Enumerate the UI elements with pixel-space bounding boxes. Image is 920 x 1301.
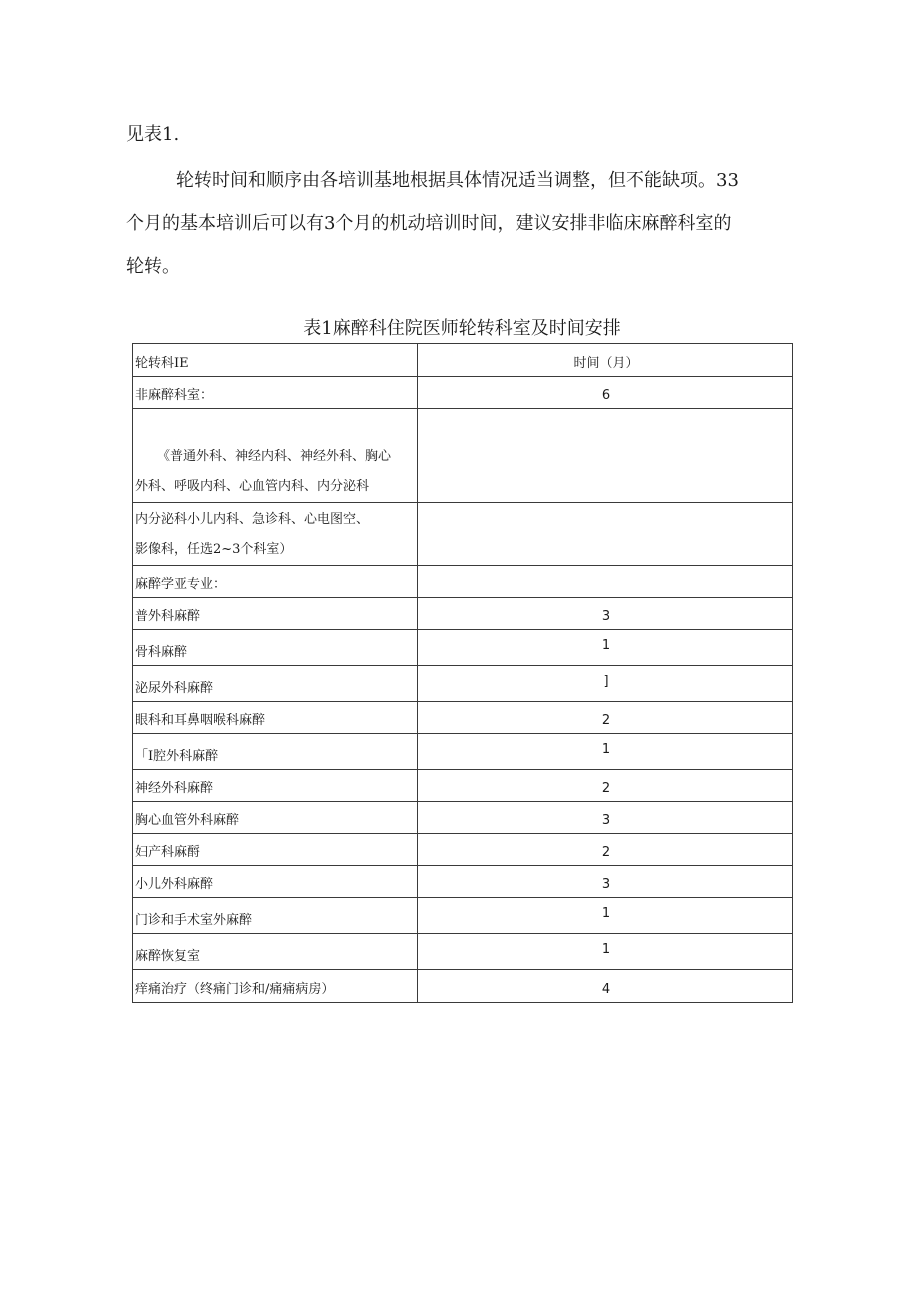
paragraph-line: 个月的基本培训后可以有3个月的机动培训时间，建议安排非临床麻醉科室的 — [126, 213, 732, 234]
rotation-table — [132, 343, 793, 1003]
row-value: 3 — [418, 802, 793, 834]
row-description — [133, 409, 418, 503]
table-row — [133, 702, 793, 734]
header-department: 轮转科IE — [133, 344, 418, 377]
row-value: 1 — [418, 898, 793, 934]
row-value: 3 — [418, 598, 793, 630]
table-header-row — [133, 344, 793, 377]
row-label: 麻醉恢复室 — [133, 934, 418, 970]
paragraph-line: 轮转时间和顺序由各培训基地根据具体情况适当调整，但不能缺项。33 — [176, 170, 739, 191]
row-value: 2 — [418, 702, 793, 734]
intro-line: 见表1. — [126, 124, 180, 145]
row-value: 6 — [418, 377, 793, 409]
description-line: 外科、呼吸内科、心血管内科、内分泌科 — [135, 479, 370, 494]
table-row — [133, 630, 793, 666]
row-value: 2 — [418, 770, 793, 802]
table-row — [133, 409, 793, 503]
table-caption: 表1麻醉科住院医师轮转科室及时间安排 — [303, 318, 621, 339]
body-paragraph — [126, 159, 798, 288]
table-row — [133, 666, 793, 702]
table-row — [133, 834, 793, 866]
description-line: 影像科，任选2~3个科室） — [135, 542, 293, 557]
row-label: 「I腔外科麻醉 — [133, 734, 418, 770]
table-row — [133, 598, 793, 630]
header-duration: 时间（月） — [418, 344, 793, 377]
row-value-empty — [418, 409, 793, 503]
table-row — [133, 377, 793, 409]
table-row — [133, 866, 793, 898]
row-value: 1 — [418, 934, 793, 970]
row-label: 普外科麻醉 — [133, 598, 418, 630]
table-row — [133, 970, 793, 1003]
row-label: 骨科麻醉 — [133, 630, 418, 666]
row-value: 4 — [418, 970, 793, 1003]
row-value: 1 — [418, 734, 793, 770]
table-row — [133, 734, 793, 770]
row-value: 2 — [418, 834, 793, 866]
description-line: 《普通外科、神经内科、神经外科、胸心 — [157, 449, 392, 464]
table-row — [133, 503, 793, 566]
description-line: 内分泌科小儿内科、急诊科、心电图空、 — [135, 512, 370, 527]
row-label: 胸心血管外科麻醉 — [133, 802, 418, 834]
table-row — [133, 934, 793, 970]
row-label: 小儿外科麻醉 — [133, 866, 418, 898]
row-value: 3 — [418, 866, 793, 898]
row-label: 眼科和耳鼻咽喉科麻醉 — [133, 702, 418, 734]
row-label: 麻醉学亚专业： — [133, 566, 418, 598]
table-row — [133, 898, 793, 934]
row-description — [133, 503, 418, 566]
table-row — [133, 770, 793, 802]
row-label: 神经外科麻醉 — [133, 770, 418, 802]
row-value: ] — [418, 666, 793, 702]
row-value-empty — [418, 566, 793, 598]
row-label: 门诊和手术室外麻醉 — [133, 898, 418, 934]
paragraph-line: 轮转。 — [126, 256, 180, 277]
row-label: 妇产科麻酹 — [133, 834, 418, 866]
table-row — [133, 566, 793, 598]
table-row — [133, 802, 793, 834]
row-value-empty — [418, 503, 793, 566]
row-label: 非麻醉科室： — [133, 377, 418, 409]
row-label: 泌尿外科麻醉 — [133, 666, 418, 702]
row-value: 1 — [418, 630, 793, 666]
row-label: 痒痛治疗（终痛门诊和/痛痛病房） — [133, 970, 418, 1003]
